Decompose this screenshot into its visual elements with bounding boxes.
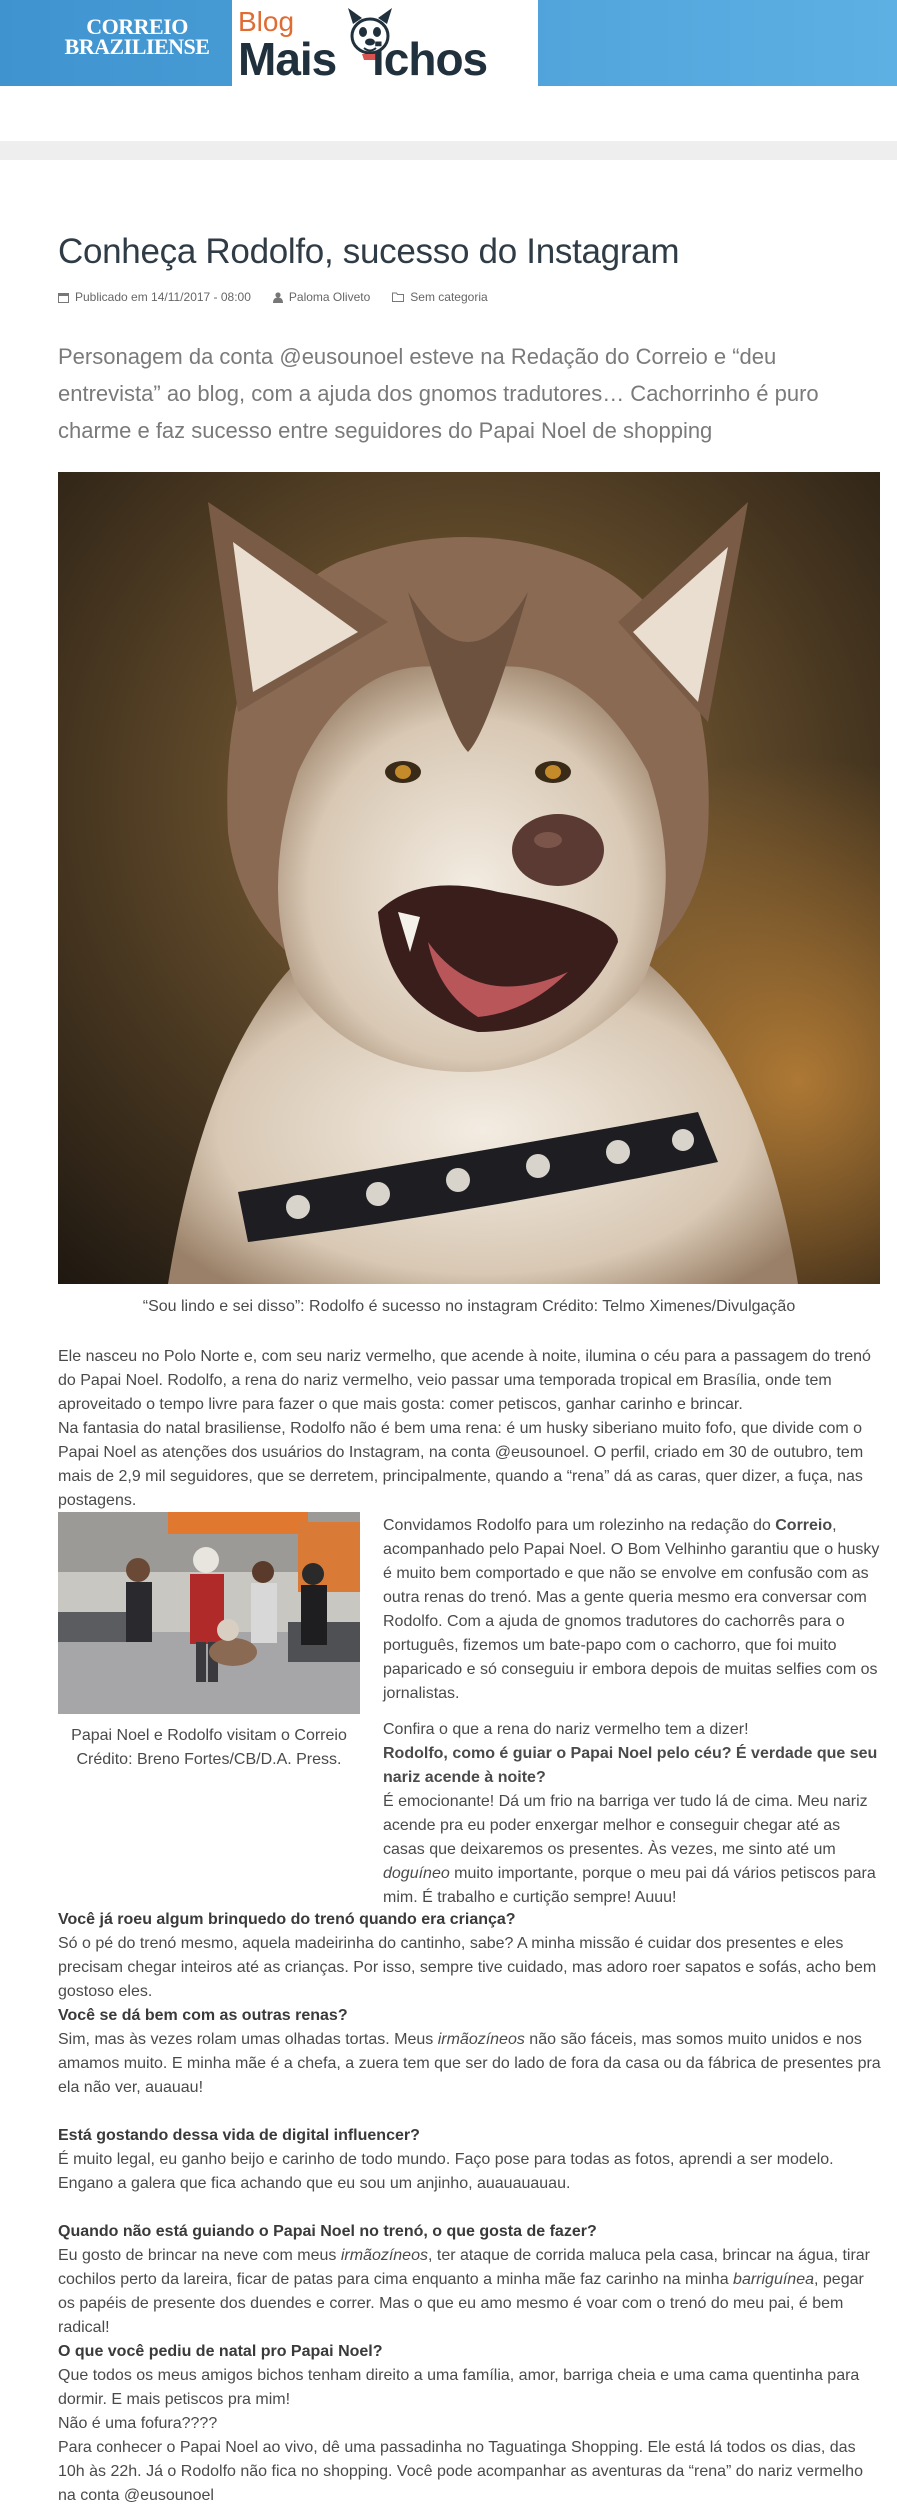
paragraph-3-end: , acompanhado pelo Papai Noel. O Bom Velhinho garantiu que o husky é muito bem comportado e que não se envolve em confusão com as outra renas do trenó. Mas a gente queria mesmo era conversar com Rodolfo. Com a ajuda de gnomos tradutores do cachorrês para o português, fizemos um bate-papo com o cachorro, que foi muito paparicado e só conseguiu ir embora depois de muitas selfies com os jornalistas. (383, 1517, 880, 1702)
paragraph-fofura: Não é uma fofura???? (58, 2415, 218, 2432)
post-date-text: Publicado em 14/11/2017 - 08:00 (75, 290, 251, 304)
paragraph-4: Confira o que a rena do nariz vermelho tem a dizer! (383, 1721, 749, 1738)
brand-bichos-text: ichos (372, 33, 488, 85)
question-6 (58, 2340, 882, 2364)
question-2 (58, 1908, 882, 1932)
paragraph-1: Ele nasceu no Polo Norte e, com seu nariz vermelho, que acende à noite, ilumina o céu para a passagem do trenó do Papai Noel. Rodolfo, a rena do nariz vermelho, veio passar uma temporada tropical em Brasília, onde tem aproveitado o tempo livre para fazer o que mais gosta: comer petiscos, ganhar carinho e brincar. (58, 1348, 871, 1413)
question-3-text: Você se dá bem com as outras renas? (58, 2007, 348, 2024)
hero-photo-husky (58, 472, 880, 1284)
answer-5 (58, 2244, 882, 2340)
answer-2: Só o pé do trenó mesmo, aquela madeirinha do cantinho, sabe? A minha missão é cuidar dos presentes e eles precisam chegar inteiros até as crianças. Por isso, sempre tive cuidado, mas adoro roer sapatos e sofás, acho bem gostoso eles. (58, 1935, 877, 2000)
answer-1-start: É emocionante! Dá um frio na barriga ver tudo lá de cima. Meu nariz acende pra eu poder enxergar melhor e conseguir chegar até as casas que deixaremos os presentes. Às vezes, me sinto até um (383, 1793, 868, 1858)
answer-6: Que todos os meus amigos bichos tenham direito a uma família, amor, barriga cheia e uma cama quentinha para dormir. E mais petiscos pra mim! (58, 2367, 860, 2408)
post-category[interactable] (392, 290, 487, 304)
side-photo-caption: Papai Noel e Rodolfo visitam o Correio Crédito: Breno Fortes/CB/D.A. Press. (71, 1727, 347, 1768)
answer-4: É muito legal, eu ganho beijo e carinho de todo mundo. Faço pose para todas as fotos, aprendi a ser modelo. Engano a galera que fica achando que eu sou um anjinho, auauauauau. (58, 2151, 834, 2192)
post-author-text[interactable]: Paloma Oliveto (288, 290, 371, 304)
paragraph-3-start: Convidamos Rodolfo para um rolezinho na redação do (383, 1517, 776, 1534)
answer-1-wrap (58, 1790, 882, 1910)
calendar-icon (58, 292, 69, 303)
post-author[interactable] (273, 290, 370, 304)
folder-icon (392, 292, 404, 302)
post-title: Conheça Rodolfo, sucesso do Instagram (58, 232, 680, 271)
paragraph-3 (383, 1514, 883, 1706)
user-icon (273, 292, 283, 303)
mais-bichos-logo[interactable] (232, 0, 538, 86)
husky-illustration (58, 472, 880, 1284)
paragraph-3-bold: Correio (775, 1517, 833, 1534)
post-date (58, 290, 251, 304)
brand-mais-text: Mais (238, 33, 337, 85)
logo-line-1: CORREIO (86, 14, 188, 39)
answer-5-mid: , ter ataque de corrida maluca pela casa, brincar na água, tirar cochilos perto da lareira, ficar de patas para cima enquanto a minha mãe faz carinho na minha (58, 2247, 871, 2288)
logo-line-2: BRAZILIENSE (64, 34, 210, 59)
answer-1 (58, 1790, 882, 1910)
newsroom-illustration (58, 1512, 360, 1714)
answer-3 (58, 2028, 882, 2100)
question-4-text: Está gostando dessa vida de digital influencer? (58, 2127, 420, 2144)
answer-5-italic-1: irmãozíneos (340, 2247, 428, 2264)
question-1-text: Rodolfo, como é guiar o Papai Noel pelo céu? É verdade que seu nariz acende à noite? (383, 1745, 878, 1786)
question-1 (383, 1742, 883, 1790)
post-category-text[interactable]: Sem categoria (410, 290, 488, 304)
site-header (0, 0, 897, 86)
brand-blog-text: Blog (238, 6, 295, 37)
answer-3-italic: irmãozíneos (437, 2031, 525, 2048)
post-meta (58, 290, 510, 304)
answer-3-end: não são fáceis, mas somos muito unidos e nos amamos muito. E minha mãe é a chefa, a zuera tem que ser do lado de fora da casa ou da fábrica de presentes pra ela não ver, auauau! (58, 2031, 881, 2096)
paragraph-2: Na fantasia do natal brasiliense, Rodolfo não é bem uma rena: é um husky siberiano muito fofo, que divide com o Papai Noel as atenções dos usuários do Instagram, na conta @eusounoel. O perfil, criado em 30 de outubro, tem mais de 2,9 mil seguidores, que se derretem, principalmente, quando a “rena” dá as caras, quer dizer, a fuça, nas postagens. (58, 1420, 864, 1509)
answer-5-end: , pegar os papéis de presente dos duendes e correr. Mas o que eu amo mesmo é voar com o trenó do meu pai, é bem radical! (58, 2271, 864, 2336)
question-3 (58, 2004, 882, 2028)
question-2-text: Você já roeu algum brinquedo do trenó quando era criança? (58, 1911, 516, 1928)
correio-braziliense-logo[interactable] (62, 14, 212, 59)
paragraph-final: Para conhecer o Papai Noel ao vivo, dê uma passadinha no Taguatinga Shopping. Ele está lá todos os dias, das 10h às 22h. Já o Rodolfo não fica no shopping. Você pode acompanhar as aventuras da “rena” do nariz vermelho na conta @eusounoel (58, 2439, 863, 2504)
hero-caption: “Sou lindo e sei disso”: Rodolfo é sucesso no instagram Crédito: Telmo Ximenes/Divulgação (142, 1298, 796, 1315)
post-lead: Personagem da conta @eusounoel esteve na Redação do Correio e “deu entrevista” ao blog, com a ajuda dos gnomos tradutores… Cachorrinho é puro charme e faz sucesso entre seguidores do Papai Noel de shopping (58, 344, 819, 443)
divider-band (0, 142, 897, 160)
question-4 (58, 2124, 882, 2148)
answer-5-start: Eu gosto de brincar na neve com meus (58, 2247, 341, 2264)
question-5 (58, 2220, 882, 2244)
answer-5-italic-2: barriguínea (733, 2271, 814, 2288)
answer-1-end: muito importante, porque o meu pai dá vários petiscos para mim. É trabalho e curtição sempre! Auuu! (383, 1865, 876, 1906)
nav-bar (0, 86, 897, 142)
side-photo-newsroom (58, 1512, 360, 1714)
question-6-text: O que você pediu de natal pro Papai Noel? (58, 2343, 383, 2360)
answer-1-italic: doguíneo (383, 1865, 450, 1882)
question-5-text: Quando não está guiando o Papai Noel no trenó, o que gosta de fazer? (58, 2223, 597, 2240)
answer-3-start: Sim, mas às vezes rolam umas olhadas tortas. Meus (58, 2031, 438, 2048)
